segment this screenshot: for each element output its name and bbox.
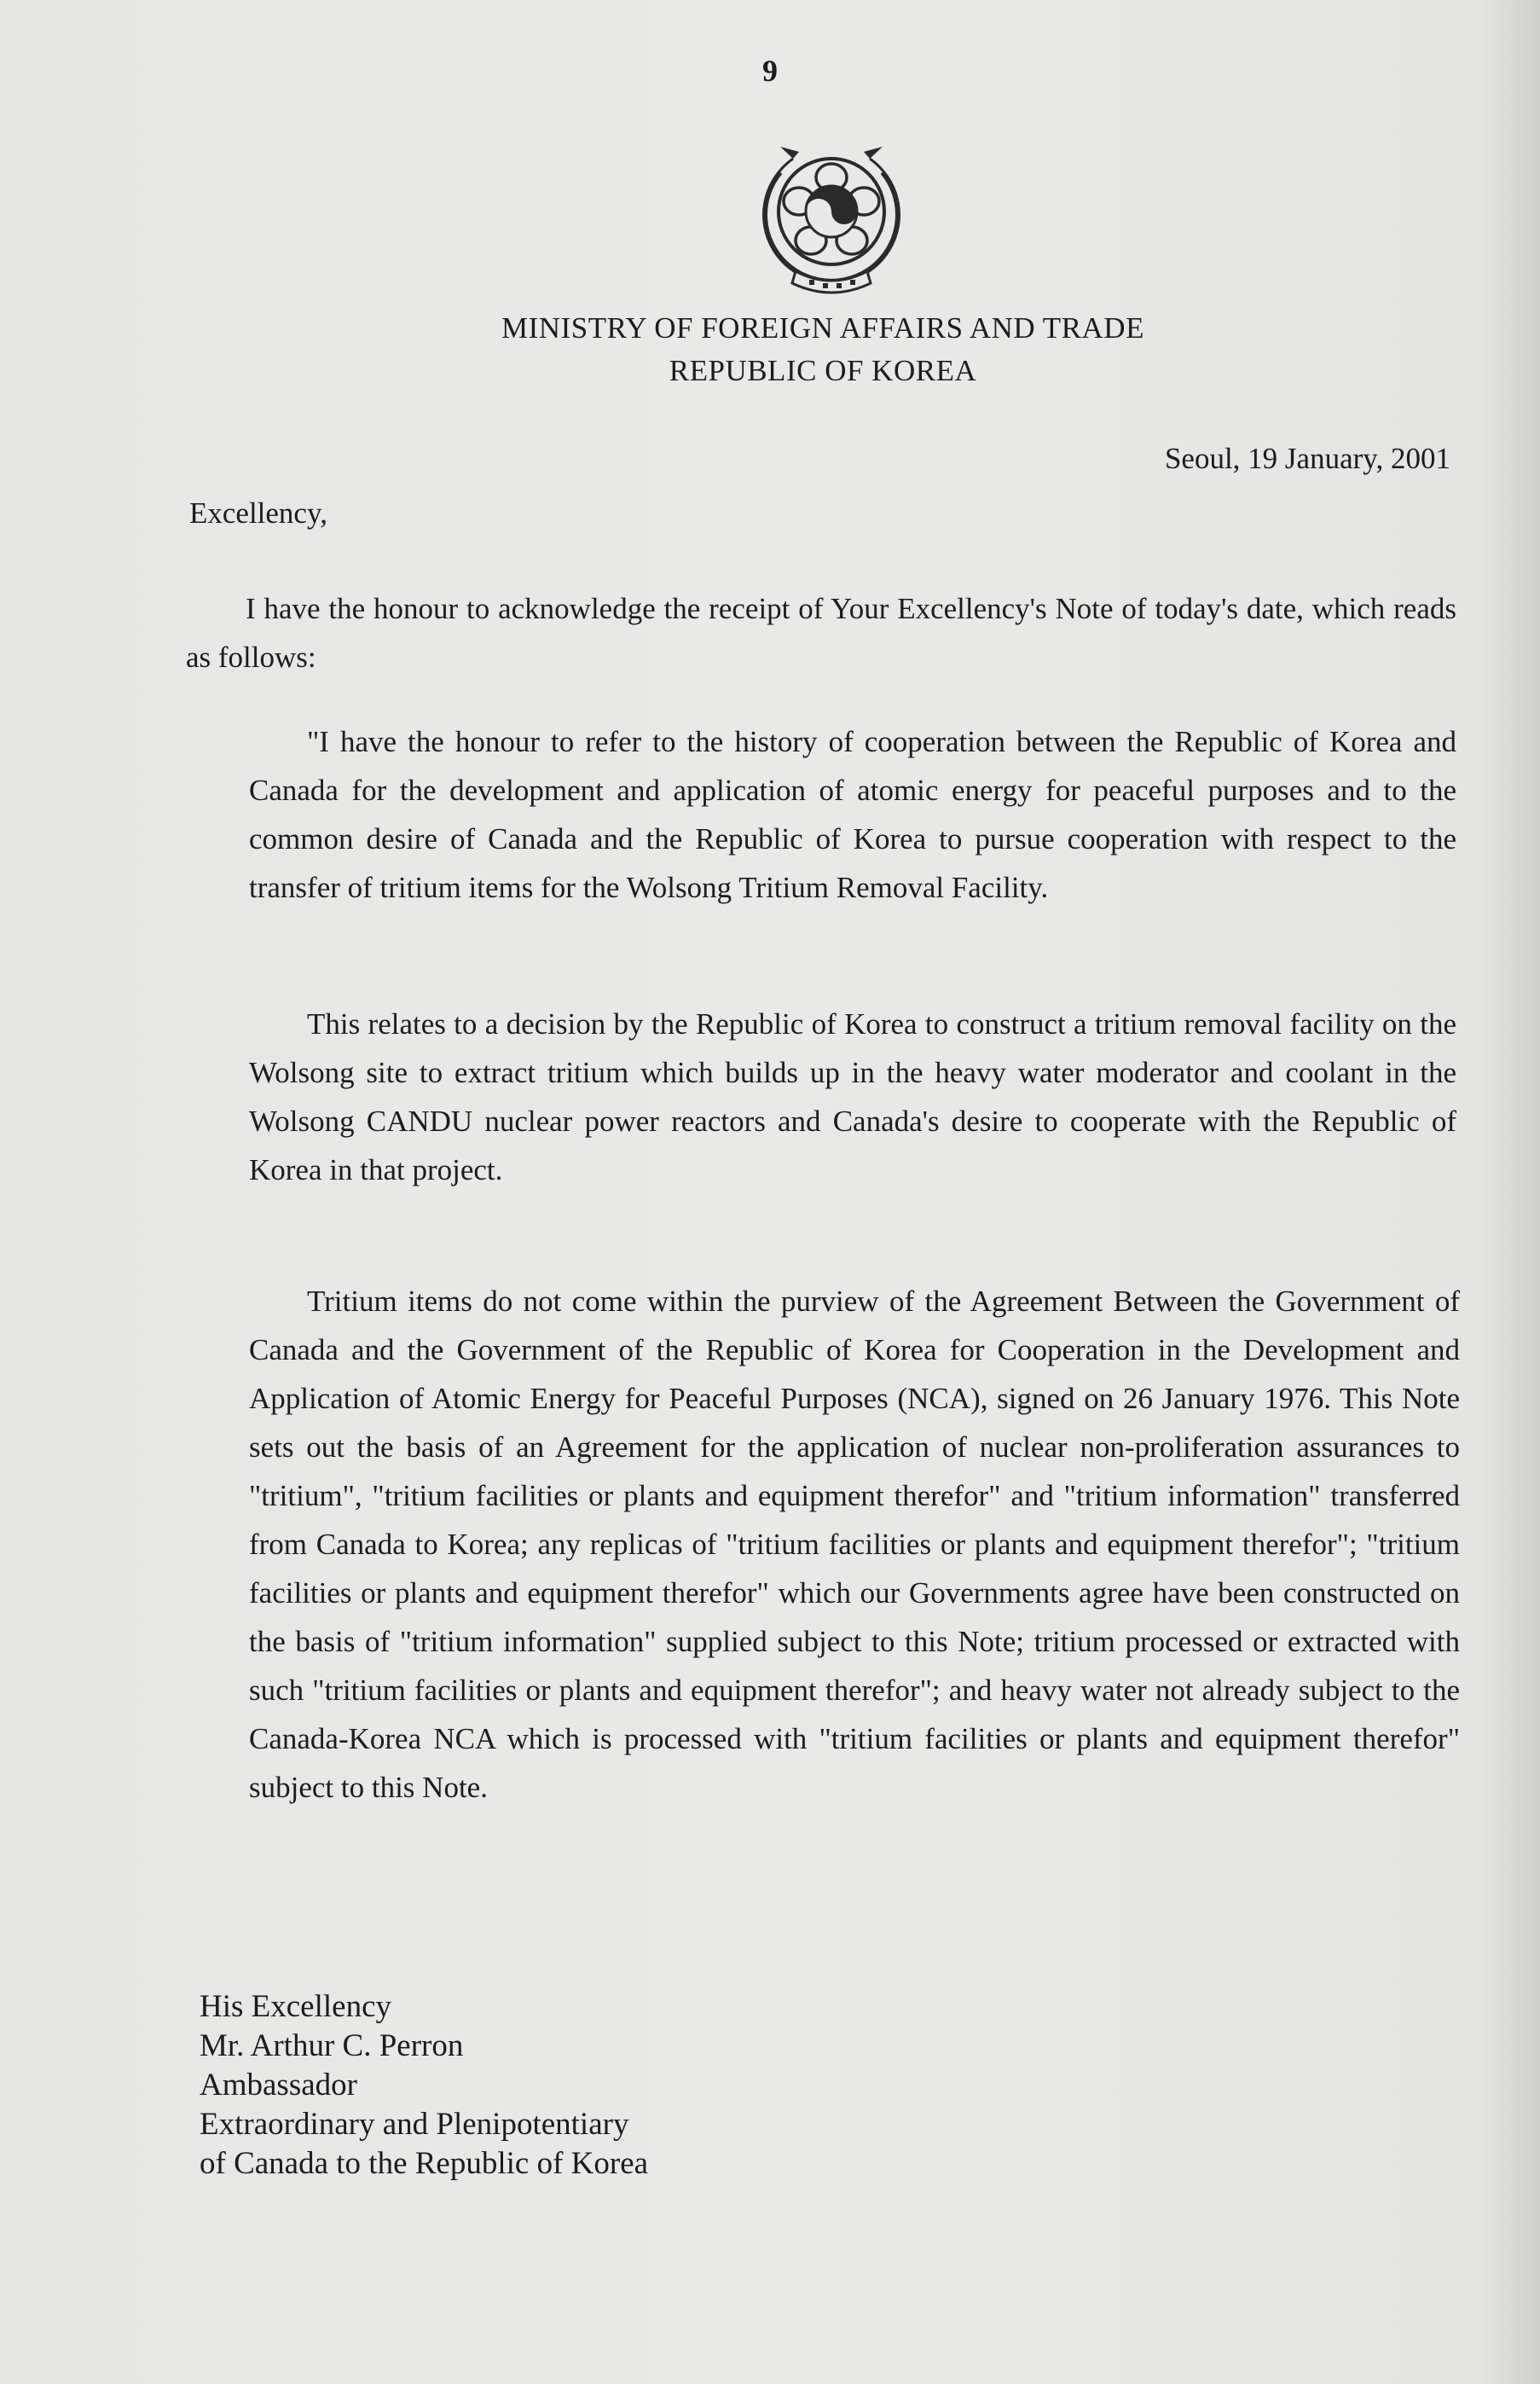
addressee-line: His Excellency [200,1989,391,2024]
quoted-paragraph-2: This relates to a decision by the Republic of Korea to construct a tritium removal facility on the Wolsong site to extract tritium which builds up in the heavy water moderator and coolant in the Wolsong CANDU nuclear power reactors and Canada's desire to cooperate with the Republic of Korea in that project. [249,1007,1456,1186]
quoted-paragraph-1: "I have the honour to refer to the history of cooperation between the Republic of Korea and Canada for the development and application of atomic energy for peaceful purposes and to the common desire of Canada and the Republic of Korea to pursue cooperation with respect to the transfer of tritium items for the Wolsong Tritium Removal Facility. [249,725,1456,904]
korean-government-seal-icon [746,128,917,299]
addressee-block [200,1987,648,2184]
intro-paragraph: I have the honour to acknowledge the receipt of Your Excellency's Note of today's date, which reads as follows: [186,592,1456,674]
country-heading: REPUBLIC OF KOREA [669,354,977,387]
addressee-line: Extraordinary and Plenipotentiary [200,2107,629,2142]
addressee-line: of Canada to the Republic of Korea [200,2146,649,2181]
ministry-heading: MINISTRY OF FOREIGN AFFAIRS AND TRADE [501,311,1144,345]
page-number: 9 [762,54,778,88]
addressee-line: Mr. Arthur C. Perron [200,2028,464,2063]
dateline: Seoul, 19 January, 2001 [1164,442,1450,475]
quoted-paragraph-3: Tritium items do not come within the purview of the Agreement Between the Government of Canada and the Government of the Republic of Korea for Cooperation in the Development and Application of Atomic Energy for Peaceful Purposes (NCA), signed on 26 January 1976. This Note sets out the basis of an Agreement for the application of nuclear non-proliferation assurances to "tritium", "tritium facilities or plants and equipment therefor" and "tritium information" transferred from Canada to Korea; any replicas of "tritium facilities or plants and equipment therefor"; "tritium facilities or plants and equipment therefor" which our Governments agree have been constructed on the basis of "tritium information" supplied subject to this Note; tritium processed or extracted with such "tritium facilities or plants and equipment therefor"; and heavy water not already subject to the Canada-Korea NCA which is processed with "tritium facilities or plants and equipment therefor" subject to this Note. [249,1285,1460,1804]
salutation: Excellency, [189,496,327,530]
addressee-line: Ambassador [200,2068,357,2103]
